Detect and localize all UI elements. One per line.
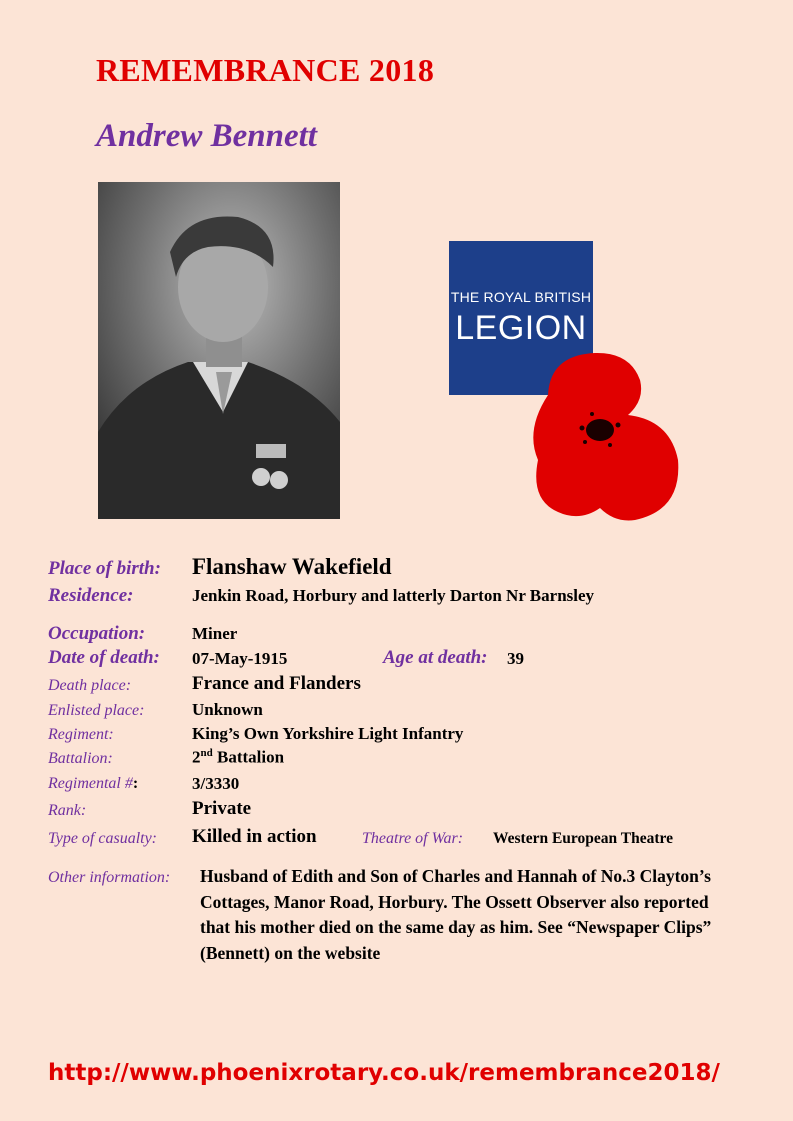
death-place-label: Death place:	[48, 677, 132, 694]
theatre-of-war-label: Theatre of War:	[362, 830, 464, 847]
poppy-icon	[520, 350, 690, 525]
regimental-number-label-text: Regimental #	[48, 775, 133, 792]
regimental-number-value: 3/3330	[192, 774, 240, 793]
place-of-birth-value: Flanshaw Wakefield	[192, 554, 392, 579]
rank-label: Rank:	[48, 802, 87, 819]
person-name: Andrew Bennett	[96, 118, 317, 154]
theatre-of-war-value: Western European Theatre	[493, 830, 673, 847]
death-place-value: France and Flanders	[192, 673, 361, 694]
portrait-photo	[98, 182, 340, 519]
other-information-label: Other information:	[48, 869, 171, 886]
age-at-death-value: 39	[507, 649, 524, 668]
battalion-label: Battalion:	[48, 750, 113, 767]
regimental-number-label	[48, 775, 138, 793]
battalion-value	[192, 747, 284, 768]
residence-label: Residence:	[48, 585, 134, 606]
website-link[interactable]: http://www.phoenixrotary.co.uk/remembrance2018/	[48, 1060, 720, 1086]
page-title: REMEMBRANCE 2018	[96, 52, 435, 88]
regimental-number-colon: :	[132, 775, 139, 792]
battalion-number: 2	[192, 747, 201, 767]
age-at-death-label: Age at death:	[383, 647, 488, 668]
residence-value: Jenkin Road, Horbury and latterly Darton Nr Barnsley	[192, 586, 595, 605]
place-of-birth-label: Place of birth:	[48, 558, 161, 579]
regiment-value: King’s Own Yorkshire Light Infantry	[192, 724, 464, 743]
logo-text-line2: LEGION	[455, 309, 587, 347]
other-information-value: Husband of Edith and Son of Charles and Hannah of No.3 Clayton’s Cottages, Manor Road, Horbury. The Ossett Observer also reported that his mother died on the same day as him. See “Newspaper Clips” (Bennett) on the website	[200, 866, 712, 963]
date-of-death-value: 07-May-1915	[192, 649, 288, 668]
battalion-text: Battalion	[212, 747, 285, 767]
casualty-type-value: Killed in action	[192, 826, 317, 847]
enlisted-place-value: Unknown	[192, 700, 263, 719]
date-of-death-label: Date of death:	[48, 647, 160, 668]
rank-value: Private	[192, 798, 252, 819]
occupation-label: Occupation:	[48, 623, 146, 644]
casualty-type-label: Type of casualty:	[48, 830, 158, 847]
enlisted-place-label: Enlisted place:	[48, 702, 145, 719]
logo-text-line1: THE ROYAL BRITISH	[450, 289, 592, 305]
battalion-suffix: nd	[200, 747, 213, 759]
portrait-icon	[98, 182, 340, 519]
regiment-label: Regiment:	[48, 726, 114, 743]
occupation-value: Miner	[192, 624, 238, 643]
